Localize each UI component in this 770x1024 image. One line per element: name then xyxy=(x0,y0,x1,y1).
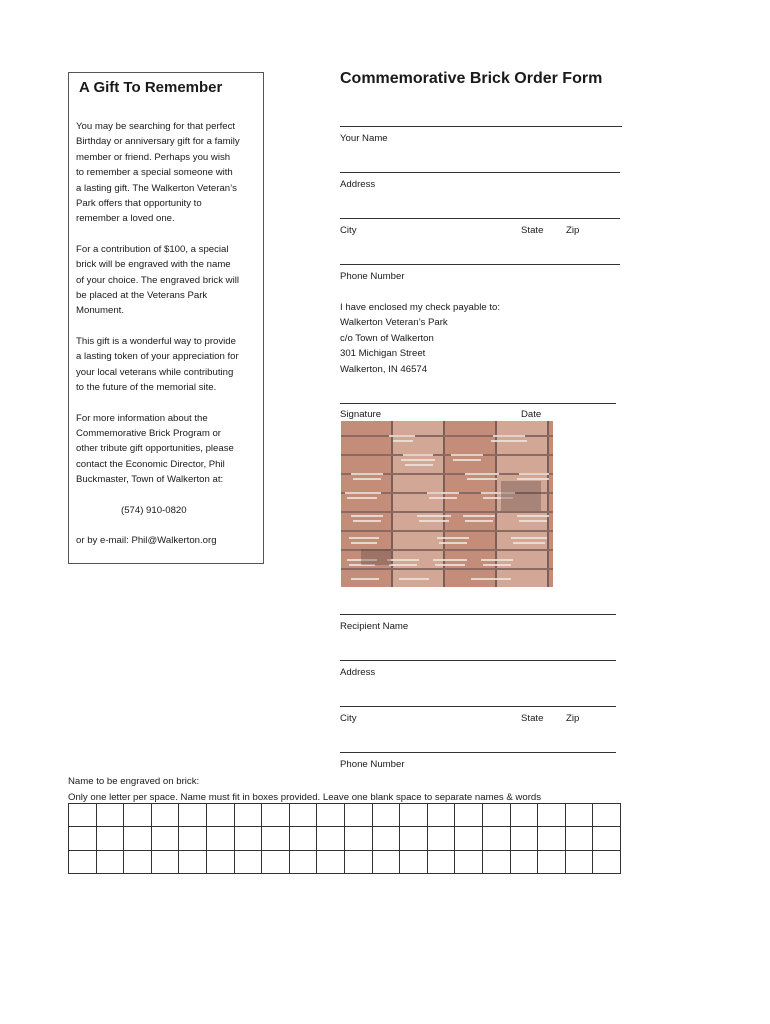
letter-box[interactable] xyxy=(482,850,510,873)
engraved-bricks-photo xyxy=(341,421,553,587)
letter-box[interactable] xyxy=(262,850,290,873)
gift-line: Park offers that opportunity to xyxy=(76,198,202,210)
letter-box[interactable] xyxy=(427,804,455,827)
recipient-name-field[interactable] xyxy=(340,614,616,615)
gift-line: member or friend. Perhaps you wish xyxy=(76,151,231,163)
letter-box[interactable] xyxy=(179,850,207,873)
letter-box[interactable] xyxy=(151,827,179,850)
letter-box[interactable] xyxy=(427,827,455,850)
phone-number-label: Phone Number xyxy=(340,271,405,282)
payment-line: 301 Michigan Street xyxy=(340,348,426,360)
address-label: Address xyxy=(340,179,376,190)
gift-line: a lasting token of your appreciation for xyxy=(76,351,239,363)
gift-line: remember a loved one. xyxy=(76,213,175,225)
phone-number-field[interactable] xyxy=(340,264,620,265)
gift-line: You may be searching for that perfect xyxy=(76,121,236,132)
brick-engraving-marks xyxy=(341,421,553,587)
your-name-field[interactable] xyxy=(340,126,622,127)
letter-box[interactable] xyxy=(151,850,179,873)
letter-grid-row xyxy=(69,804,621,827)
letter-box[interactable] xyxy=(124,804,152,827)
letter-box[interactable] xyxy=(565,850,593,873)
gift-paragraph-intro xyxy=(76,119,263,227)
letter-box[interactable] xyxy=(593,827,621,850)
gift-line: Commemorative Brick Program or xyxy=(76,427,222,439)
recipient-phone-field[interactable] xyxy=(340,752,616,753)
letter-box[interactable] xyxy=(372,827,400,850)
letter-box[interactable] xyxy=(96,804,124,827)
letter-box[interactable] xyxy=(482,804,510,827)
gift-line: Buckmaster, Town of Walkerton at: xyxy=(76,474,224,486)
gift-line: be placed at the Veterans Park xyxy=(76,290,208,302)
contact-phone: (574) 910-0820 xyxy=(121,504,187,516)
gift-line: Monument. xyxy=(76,305,124,317)
signature-label: Signature xyxy=(340,409,382,420)
engraving-instructions xyxy=(68,774,541,805)
gift-info-box xyxy=(68,72,264,564)
engraving-rules: Only one letter per space. Name must fit in boxes provided. Leave one blank space to separate names & words xyxy=(68,791,542,803)
city-state-zip-field[interactable] xyxy=(340,218,620,219)
gift-line: to remember a special someone with xyxy=(76,167,233,179)
letter-box[interactable] xyxy=(234,827,262,850)
contact-email: or by e-mail: Phil@Walkerton.org xyxy=(76,534,217,546)
recipient-city-state-zip-field[interactable] xyxy=(340,706,616,707)
zip-label: Zip xyxy=(566,225,580,236)
letter-box[interactable] xyxy=(317,827,345,850)
recipient-phone-label: Phone Number xyxy=(340,759,405,770)
letter-box[interactable] xyxy=(262,827,290,850)
gift-line: Birthday or anniversary gift for a family xyxy=(76,136,240,148)
recipient-name-label: Recipient Name xyxy=(340,621,409,632)
letter-box[interactable] xyxy=(455,850,483,873)
letter-box[interactable] xyxy=(69,850,97,873)
gift-paragraph-token xyxy=(76,334,263,396)
letter-box[interactable] xyxy=(96,850,124,873)
letter-box[interactable] xyxy=(400,804,428,827)
letter-box[interactable] xyxy=(69,827,97,850)
gift-line: other tribute gift opportunities, please xyxy=(76,443,234,455)
address-field[interactable] xyxy=(340,172,620,173)
letter-box[interactable] xyxy=(344,850,372,873)
gift-line: For more information about the xyxy=(76,412,208,424)
letter-box[interactable] xyxy=(206,850,234,873)
gift-line: brick will be engraved with the name xyxy=(76,259,231,271)
letter-box[interactable] xyxy=(317,850,345,873)
letter-box[interactable] xyxy=(124,850,152,873)
gift-line: This gift is a wonderful way to provide xyxy=(76,335,236,347)
letter-box[interactable] xyxy=(538,850,566,873)
letter-box[interactable] xyxy=(206,827,234,850)
gift-line: a lasting gift. The Walkerton Veteran’s xyxy=(76,182,237,194)
letter-box[interactable] xyxy=(372,850,400,873)
letter-box[interactable] xyxy=(510,850,538,873)
engraving-letter-grid xyxy=(68,803,621,874)
gift-line: contact the Economic Director, Phil xyxy=(76,458,225,470)
letter-box[interactable] xyxy=(510,804,538,827)
letter-box[interactable] xyxy=(344,827,372,850)
date-label: Date xyxy=(521,409,542,420)
letter-box[interactable] xyxy=(289,827,317,850)
recipient-address-label: Address xyxy=(340,667,376,678)
signature-date-field[interactable] xyxy=(340,403,616,404)
letter-box[interactable] xyxy=(455,827,483,850)
letter-box[interactable] xyxy=(538,804,566,827)
gift-line: your local veterans while contributing xyxy=(76,366,234,378)
gift-title: A Gift To Remember xyxy=(79,79,223,96)
letter-box[interactable] xyxy=(124,827,152,850)
letter-box[interactable] xyxy=(179,827,207,850)
letter-box[interactable] xyxy=(482,827,510,850)
recipient-address-field[interactable] xyxy=(340,660,616,661)
engraving-label: Name to be engraved on brick: xyxy=(68,776,200,787)
recipient-state-label: State xyxy=(521,713,544,724)
letter-box[interactable] xyxy=(400,827,428,850)
letter-box[interactable] xyxy=(510,827,538,850)
recipient-zip-label: Zip xyxy=(566,713,580,724)
letter-box[interactable] xyxy=(565,804,593,827)
state-label: State xyxy=(521,225,544,236)
letter-grid-row xyxy=(69,827,621,850)
letter-box[interactable] xyxy=(69,804,97,827)
form-title: Commemorative Brick Order Form xyxy=(340,70,603,87)
gift-line: to the future of the memorial site. xyxy=(76,382,217,394)
payment-instructions xyxy=(340,300,500,377)
letter-box[interactable] xyxy=(151,804,179,827)
letter-box[interactable] xyxy=(317,804,345,827)
letter-box[interactable] xyxy=(593,850,621,873)
letter-box[interactable] xyxy=(289,850,317,873)
recipient-city-label: City xyxy=(340,713,357,724)
letter-box[interactable] xyxy=(538,827,566,850)
payment-line: I have enclosed my check payable to: xyxy=(340,302,500,313)
gift-paragraph-contact xyxy=(76,411,263,488)
letter-box[interactable] xyxy=(400,850,428,873)
letter-box[interactable] xyxy=(593,804,621,827)
letter-box[interactable] xyxy=(262,804,290,827)
payment-line: Walkerton Veteran’s Park xyxy=(340,317,448,329)
letter-grid-row xyxy=(69,850,621,873)
letter-box[interactable] xyxy=(179,804,207,827)
letter-box[interactable] xyxy=(372,804,400,827)
gift-line: of your choice. The engraved brick will xyxy=(76,274,239,286)
letter-box[interactable] xyxy=(565,827,593,850)
letter-box[interactable] xyxy=(234,804,262,827)
gift-paragraph-contribution xyxy=(76,242,263,319)
city-label: City xyxy=(340,225,357,236)
gift-line: For a contribution of $100, a special xyxy=(76,243,229,255)
payment-line: c/o Town of Walkerton xyxy=(340,332,434,344)
letter-box[interactable] xyxy=(289,804,317,827)
letter-box[interactable] xyxy=(427,850,455,873)
letter-box[interactable] xyxy=(344,804,372,827)
letter-box[interactable] xyxy=(206,804,234,827)
letter-box[interactable] xyxy=(455,804,483,827)
your-name-label: Your Name xyxy=(340,133,388,144)
letter-box[interactable] xyxy=(234,850,262,873)
letter-box[interactable] xyxy=(96,827,124,850)
payment-line: Walkerton, IN 46574 xyxy=(340,363,428,375)
